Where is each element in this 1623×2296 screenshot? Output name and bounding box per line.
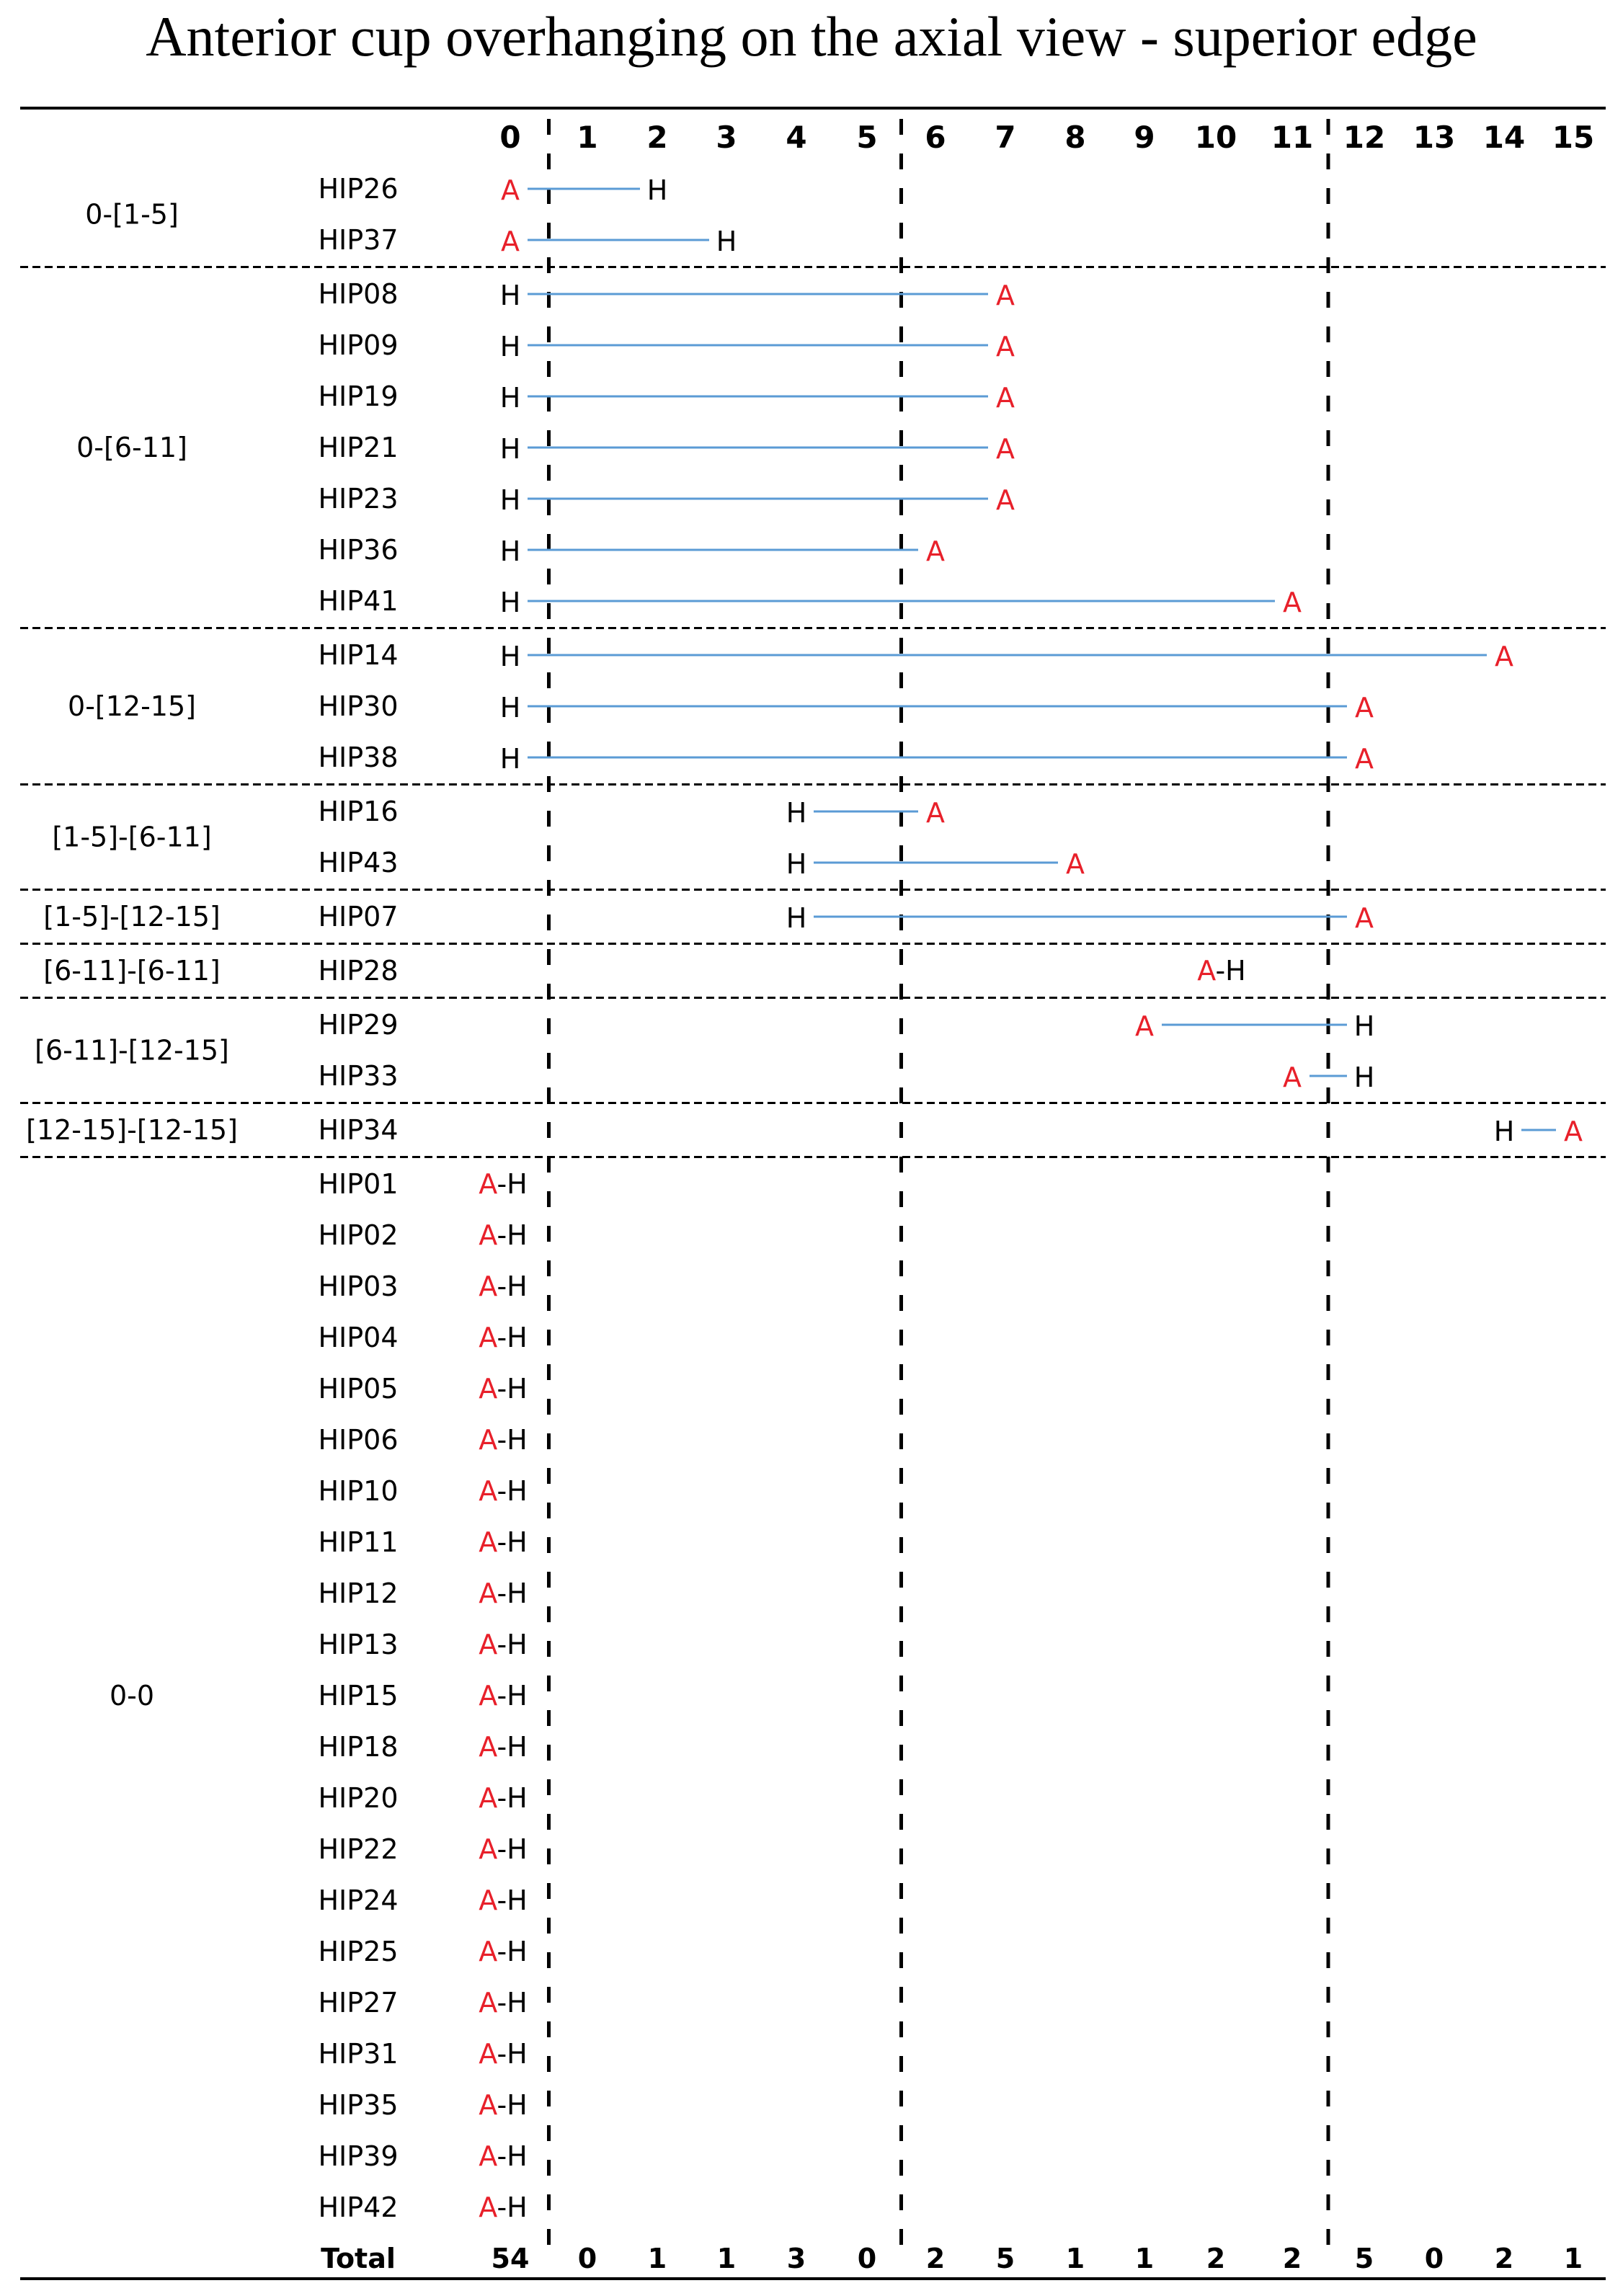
- row-label: HIP29: [318, 1009, 399, 1041]
- a-marker: A: [479, 1680, 497, 1712]
- separator-dash: -: [497, 1322, 507, 1353]
- row-label: HIP04: [318, 1322, 399, 1353]
- x-tick-label: 1: [577, 120, 598, 155]
- h-marker: H: [1353, 1062, 1375, 1093]
- x-tick-label: 12: [1343, 120, 1386, 155]
- a-marker: A: [479, 1833, 497, 1865]
- a-marker: A: [479, 1526, 497, 1558]
- a-marker: A: [479, 1271, 497, 1302]
- separator-dash: -: [497, 1885, 507, 1916]
- a-marker: A: [479, 2089, 497, 2121]
- same-position-marker: [479, 1219, 527, 1251]
- total-value: 5: [1354, 2243, 1374, 2274]
- a-marker: A: [1066, 848, 1085, 880]
- h-marker: H: [507, 1936, 528, 1967]
- a-marker: A: [996, 484, 1015, 516]
- a-marker: A: [1564, 1116, 1583, 1147]
- h-marker: H: [507, 1782, 528, 1814]
- h-marker: H: [499, 433, 521, 465]
- h-marker: H: [507, 2038, 528, 2070]
- group-label: 0-0: [109, 1680, 155, 1712]
- a-marker: A: [479, 1475, 497, 1507]
- a-marker: A: [479, 1987, 497, 2019]
- x-tick-label: 9: [1134, 120, 1155, 155]
- a-marker: A: [479, 2038, 497, 2070]
- h-marker: H: [499, 331, 521, 362]
- h-marker: H: [499, 641, 521, 672]
- separator-dash: -: [497, 1936, 507, 1967]
- same-position-marker: [479, 2192, 527, 2223]
- h-marker: H: [1353, 1010, 1375, 1042]
- row-label: HIP35: [318, 2089, 399, 2121]
- row-label: HIP33: [318, 1060, 399, 1092]
- total-value: 1: [1563, 2243, 1583, 2274]
- same-position-marker: [479, 1526, 527, 1558]
- row-label: HIP38: [318, 742, 399, 773]
- same-position-marker: [479, 1782, 527, 1814]
- row-label: HIP08: [318, 278, 399, 310]
- separator-dash: -: [497, 1680, 507, 1712]
- a-marker: A: [479, 1322, 497, 1353]
- group-label: [1-5]-[12-15]: [43, 901, 221, 933]
- separator-dash: -: [497, 1782, 507, 1814]
- h-marker: H: [499, 692, 521, 724]
- separator-dash: -: [497, 1629, 507, 1660]
- h-marker: H: [786, 797, 807, 829]
- h-marker: H: [499, 484, 521, 516]
- h-marker: H: [507, 1526, 528, 1558]
- a-marker: A: [1355, 692, 1374, 724]
- a-marker: A: [501, 174, 520, 206]
- total-value: 2: [1282, 2243, 1302, 2274]
- separator-dash: -: [497, 1373, 507, 1405]
- x-tick-label: 5: [856, 120, 878, 155]
- h-marker: H: [507, 1731, 528, 1763]
- chart-title: Anterior cup overhanging on the axial view - superior edge: [146, 5, 1477, 68]
- group-label: 0-[12-15]: [68, 690, 196, 722]
- a-marker: A: [479, 1629, 497, 1660]
- h-marker: H: [507, 2192, 528, 2223]
- h-marker: H: [507, 1373, 528, 1405]
- separator-dash: -: [497, 2140, 507, 2172]
- a-marker: A: [501, 226, 520, 257]
- h-marker: H: [507, 1424, 528, 1456]
- group-label: [6-11]-[6-11]: [43, 955, 221, 987]
- row-label: HIP27: [318, 1987, 399, 2019]
- h-marker: H: [1493, 1116, 1515, 1147]
- same-position-marker: [479, 1578, 527, 1609]
- h-marker: H: [716, 226, 737, 257]
- row-label: HIP13: [318, 1629, 399, 1660]
- a-marker: A: [1495, 641, 1513, 672]
- same-position-marker: [479, 1885, 527, 1916]
- a-marker: A: [479, 1424, 497, 1456]
- group-label: [6-11]-[12-15]: [35, 1034, 229, 1067]
- total-value: 1: [1065, 2243, 1085, 2274]
- a-marker: A: [479, 1731, 497, 1763]
- x-tick-label: 2: [646, 120, 668, 155]
- total-value: 2: [1494, 2243, 1514, 2274]
- row-label: HIP41: [318, 585, 399, 617]
- a-marker: A: [996, 433, 1015, 465]
- same-position-marker: [479, 2089, 527, 2121]
- h-marker: H: [507, 2140, 528, 2172]
- same-position-marker: [479, 1833, 527, 1865]
- separator-dash: -: [497, 1168, 507, 1200]
- h-marker: H: [507, 1885, 528, 1916]
- same-position-marker: [479, 1987, 527, 2019]
- same-position-marker: [1197, 955, 1245, 987]
- a-marker: A: [1197, 955, 1216, 987]
- a-marker: A: [996, 331, 1015, 362]
- same-position-marker: [479, 1424, 527, 1456]
- h-marker: H: [786, 902, 807, 934]
- row-label: HIP18: [318, 1731, 399, 1763]
- row-label: HIP31: [318, 2038, 399, 2070]
- total-value: 1: [716, 2243, 737, 2274]
- total-value: 0: [857, 2243, 877, 2274]
- row-label: HIP01: [318, 1168, 399, 1200]
- total-value: 54: [491, 2243, 530, 2274]
- h-marker: H: [507, 1833, 528, 1865]
- x-tick-label: 13: [1413, 120, 1456, 155]
- a-marker: A: [479, 1219, 497, 1251]
- same-position-marker: [479, 1322, 527, 1353]
- row-label: HIP36: [318, 534, 399, 566]
- group-label: [1-5]-[6-11]: [52, 821, 212, 853]
- row-label: HIP42: [318, 2192, 399, 2223]
- separator-dash: -: [497, 2192, 507, 2223]
- a-marker: A: [1135, 1010, 1154, 1042]
- row-label: HIP07: [318, 901, 399, 933]
- a-marker: A: [479, 1885, 497, 1916]
- x-tick-label: 4: [786, 120, 807, 155]
- separator-dash: -: [497, 2038, 507, 2070]
- a-marker: A: [996, 382, 1015, 414]
- a-marker: A: [926, 535, 945, 567]
- a-marker: A: [926, 797, 945, 829]
- a-marker: A: [479, 1168, 497, 1200]
- h-marker: H: [646, 174, 668, 206]
- x-tick-label: 8: [1064, 120, 1086, 155]
- separator-dash: -: [1215, 955, 1226, 987]
- total-value: 2: [1206, 2243, 1226, 2274]
- x-tick-label: 14: [1482, 120, 1526, 155]
- same-position-marker: [479, 1731, 527, 1763]
- row-label: HIP28: [318, 955, 399, 987]
- separator-dash: -: [497, 1526, 507, 1558]
- row-label: HIP15: [318, 1680, 399, 1712]
- row-label: HIP39: [318, 2140, 399, 2172]
- row-label: HIP26: [318, 173, 399, 205]
- h-marker: H: [499, 382, 521, 414]
- h-marker: H: [507, 1680, 528, 1712]
- a-marker: A: [1355, 743, 1374, 775]
- total-value: 0: [577, 2243, 597, 2274]
- h-marker: H: [507, 1168, 528, 1200]
- a-marker: A: [479, 2140, 497, 2172]
- a-marker: A: [479, 2192, 497, 2223]
- same-position-marker: [479, 2038, 527, 2070]
- a-marker: A: [996, 280, 1015, 311]
- separator-dash: -: [497, 1475, 507, 1507]
- row-label: HIP11: [318, 1526, 399, 1558]
- same-position-marker: [479, 1680, 527, 1712]
- row-label: HIP05: [318, 1373, 399, 1405]
- row-label: HIP14: [318, 639, 399, 671]
- total-value: 0: [1424, 2243, 1444, 2274]
- h-marker: H: [507, 1271, 528, 1302]
- a-marker: A: [479, 1373, 497, 1405]
- total-value: 1: [647, 2243, 667, 2274]
- separator-dash: -: [497, 1578, 507, 1609]
- row-label: HIP20: [318, 1782, 399, 1814]
- totals-label: Total: [321, 2243, 396, 2274]
- h-marker: H: [499, 280, 521, 311]
- x-tick-label: 10: [1194, 120, 1237, 155]
- h-marker: H: [507, 1475, 528, 1507]
- row-label: HIP37: [318, 224, 399, 256]
- total-value: 2: [925, 2243, 946, 2274]
- separator-dash: -: [497, 1987, 507, 2019]
- separator-dash: -: [497, 1731, 507, 1763]
- x-tick-label: 11: [1271, 120, 1314, 155]
- x-tick-label: 15: [1552, 120, 1595, 155]
- row-label: HIP24: [318, 1885, 399, 1916]
- same-position-marker: [479, 1168, 527, 1200]
- same-position-marker: [479, 1629, 527, 1660]
- h-marker: H: [1225, 955, 1246, 987]
- h-marker: H: [499, 743, 521, 775]
- h-marker: H: [507, 2089, 528, 2121]
- row-label: HIP25: [318, 1936, 399, 1967]
- a-marker: A: [479, 1578, 497, 1609]
- row-label: HIP10: [318, 1475, 399, 1507]
- row-label: HIP34: [318, 1114, 399, 1146]
- row-label: HIP19: [318, 381, 399, 412]
- same-position-marker: [479, 1373, 527, 1405]
- total-value: 5: [995, 2243, 1015, 2274]
- x-tick-label: 7: [995, 120, 1016, 155]
- same-position-marker: [479, 1936, 527, 1967]
- same-position-marker: [479, 1475, 527, 1507]
- same-position-marker: [479, 1271, 527, 1302]
- h-marker: H: [507, 1219, 528, 1251]
- separator-dash: -: [497, 1833, 507, 1865]
- a-marker: A: [1355, 902, 1374, 934]
- a-marker: A: [479, 1782, 497, 1814]
- separator-dash: -: [497, 1271, 507, 1302]
- row-label: HIP12: [318, 1578, 399, 1609]
- row-label: HIP16: [318, 796, 399, 827]
- total-value: 3: [786, 2243, 806, 2274]
- a-marker: A: [1283, 587, 1302, 618]
- x-tick-label: 6: [925, 120, 946, 155]
- group-label: 0-[1-5]: [85, 198, 179, 231]
- h-marker: H: [786, 848, 807, 880]
- separator-dash: -: [497, 1219, 507, 1251]
- h-marker: H: [507, 1629, 528, 1660]
- row-label: HIP21: [318, 432, 399, 463]
- group-label: 0-[6-11]: [76, 432, 187, 463]
- row-label: HIP03: [318, 1271, 399, 1302]
- x-tick-label: 0: [499, 120, 521, 155]
- h-marker: H: [499, 535, 521, 567]
- row-label: HIP43: [318, 847, 399, 878]
- a-marker: A: [1283, 1062, 1302, 1093]
- group-label: [12-15]-[12-15]: [26, 1114, 238, 1146]
- separator-dash: -: [497, 1424, 507, 1456]
- h-marker: H: [507, 1987, 528, 2019]
- row-label: HIP30: [318, 690, 399, 722]
- total-value: 1: [1134, 2243, 1155, 2274]
- row-label: HIP02: [318, 1219, 399, 1251]
- same-position-marker: [479, 2140, 527, 2172]
- row-label: HIP09: [318, 329, 399, 361]
- separator-dash: -: [497, 2089, 507, 2121]
- row-label: HIP23: [318, 483, 399, 515]
- h-marker: H: [507, 1322, 528, 1353]
- row-label: HIP06: [318, 1424, 399, 1456]
- h-marker: H: [499, 587, 521, 618]
- row-label: HIP22: [318, 1833, 399, 1865]
- h-marker: H: [507, 1578, 528, 1609]
- x-tick-label: 3: [716, 120, 737, 155]
- a-marker: A: [479, 1936, 497, 1967]
